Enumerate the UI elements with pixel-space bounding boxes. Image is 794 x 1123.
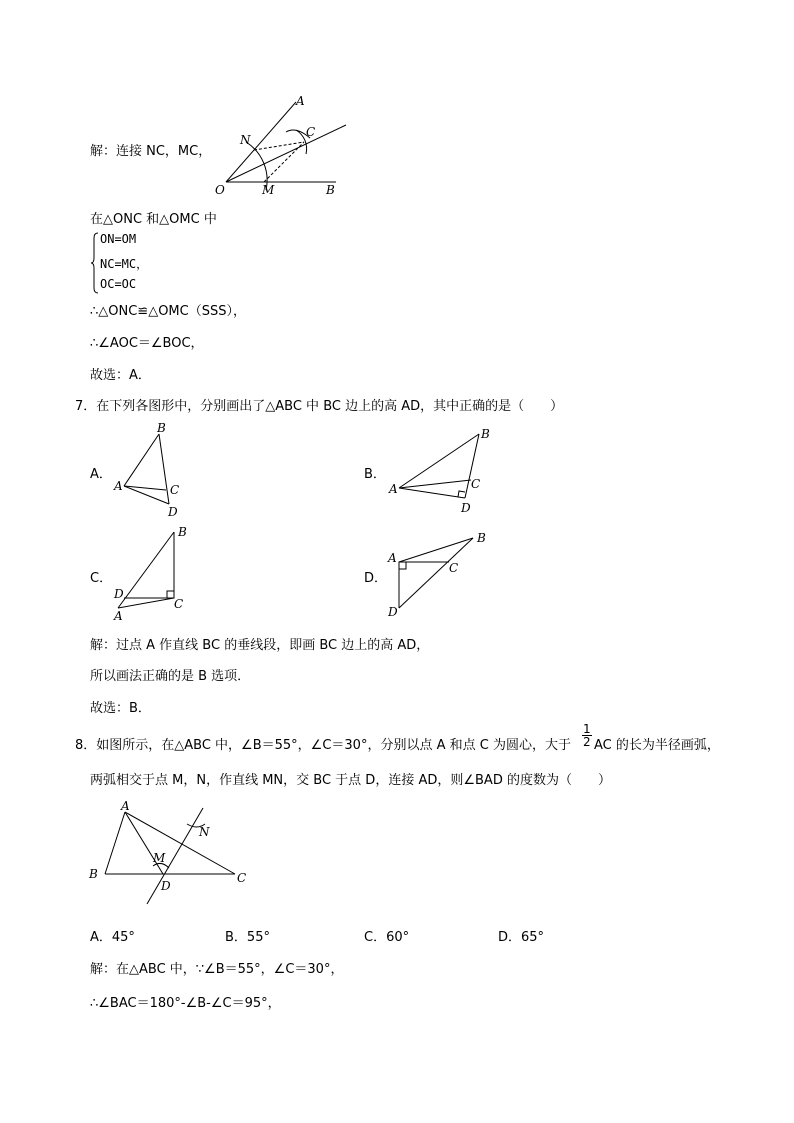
q7-solution-1: 解：过点 A 作直线 BC 的垂线段，即画 BC 边上的高 AD， xyxy=(90,638,430,653)
q6-system-line-2: NC=MC， xyxy=(100,257,149,271)
q7-option-a-figure xyxy=(110,420,200,520)
q7-answer: 故选：B． xyxy=(90,701,151,716)
q6-label-n: N xyxy=(240,133,251,147)
q7b-label-d: D xyxy=(461,501,471,515)
q6-system-line-3: OC=OC xyxy=(100,277,137,291)
q8-question-part1: 8．如图所示，在△ABC 中，∠B＝55°，∠C＝30°，分别以点 A 和点 C 为圆心，大于 xyxy=(75,738,571,753)
q8-label-c: C xyxy=(237,871,247,885)
q7d-label-b: B xyxy=(477,531,486,545)
q8-fraction-half xyxy=(582,723,592,748)
q6-in-triangles: 在△ONC 和△OMC 中 xyxy=(90,212,217,227)
q6-answer: 故选：A． xyxy=(90,368,151,383)
q7-option-b-figure xyxy=(385,420,505,520)
q8-solution-2: ∴∠BAC＝180°-∠B-∠C＝95°， xyxy=(90,996,281,1011)
q6-label-o: O xyxy=(215,183,225,197)
q8-label-d: D xyxy=(161,879,171,893)
q8-label-m: M xyxy=(153,851,166,865)
q7d-label-c: C xyxy=(449,561,459,575)
q8-choice-d: D．65° xyxy=(498,930,545,945)
q7-option-b-label: B． xyxy=(364,467,386,482)
q6-angle-figure xyxy=(210,92,360,202)
q7a-label-a: A xyxy=(114,479,123,493)
q7c-label-d: D xyxy=(114,587,124,601)
q8-label-b: B xyxy=(89,867,98,881)
q7b-label-c: C xyxy=(471,477,481,491)
q7-question: 7．在下列各图形中，分别画出了△ABC 中 BC 边上的高 AD，其中正确的是（ ） xyxy=(75,399,564,414)
q7c-label-b: B xyxy=(178,525,187,539)
q6-label-b: B xyxy=(326,183,335,197)
q8-choice-a: A．45° xyxy=(90,930,135,945)
q8-choice-c: C．60° xyxy=(364,930,410,945)
q7-option-c-label: C． xyxy=(90,571,113,586)
q7-solution-2: 所以画法正确的是 B 选项． xyxy=(90,669,251,684)
q6-system-line-1: ON=OM xyxy=(100,232,137,246)
q8-label-n: N xyxy=(199,825,210,839)
q7a-label-c: C xyxy=(170,483,180,497)
q8-fraction-num: 1 xyxy=(583,722,591,736)
q7b-label-b: B xyxy=(481,427,490,441)
q7-option-d-figure xyxy=(385,528,505,623)
q7d-label-a: A xyxy=(388,551,397,565)
q8-label-a: A xyxy=(121,799,130,813)
q7a-label-d: D xyxy=(168,505,178,519)
q7b-label-a: A xyxy=(389,482,398,496)
q7a-label-b: B xyxy=(157,421,166,435)
q8-solution-1: 解：在△ABC 中，∵∠B＝55°，∠C＝30°， xyxy=(90,962,344,977)
q7d-label-d: D xyxy=(388,605,398,619)
q6-system-brace xyxy=(91,232,99,294)
q6-connect-text: 解：连接 NC，MC， xyxy=(90,144,212,159)
q6-congruent: ∴△ONC≌△OMC（SSS）， xyxy=(90,304,246,319)
q6-label-m: M xyxy=(262,183,275,197)
q8-question-line2: 两弧相交于点 M，N，作直线 MN，交 BC 于点 D，连接 AD，则∠BAD 的度数为（ ） xyxy=(90,773,611,788)
q7c-label-a: A xyxy=(114,609,123,623)
q7-option-a-label: A． xyxy=(90,467,112,482)
q8-question-part2: AC 的长为半径画弧， xyxy=(594,738,720,753)
q6-label-a: A xyxy=(296,94,305,108)
q6-angles: ∴∠AOC＝∠BOC， xyxy=(90,336,204,351)
q8-triangle-figure xyxy=(85,798,255,908)
q7c-label-c: C xyxy=(174,597,184,611)
q6-label-c: C xyxy=(306,125,316,139)
q7-option-c-figure xyxy=(110,522,200,622)
q7-option-d-label: D． xyxy=(364,571,388,586)
q8-fraction-den: 2 xyxy=(583,735,591,749)
q8-choice-b: B．55° xyxy=(225,930,270,945)
